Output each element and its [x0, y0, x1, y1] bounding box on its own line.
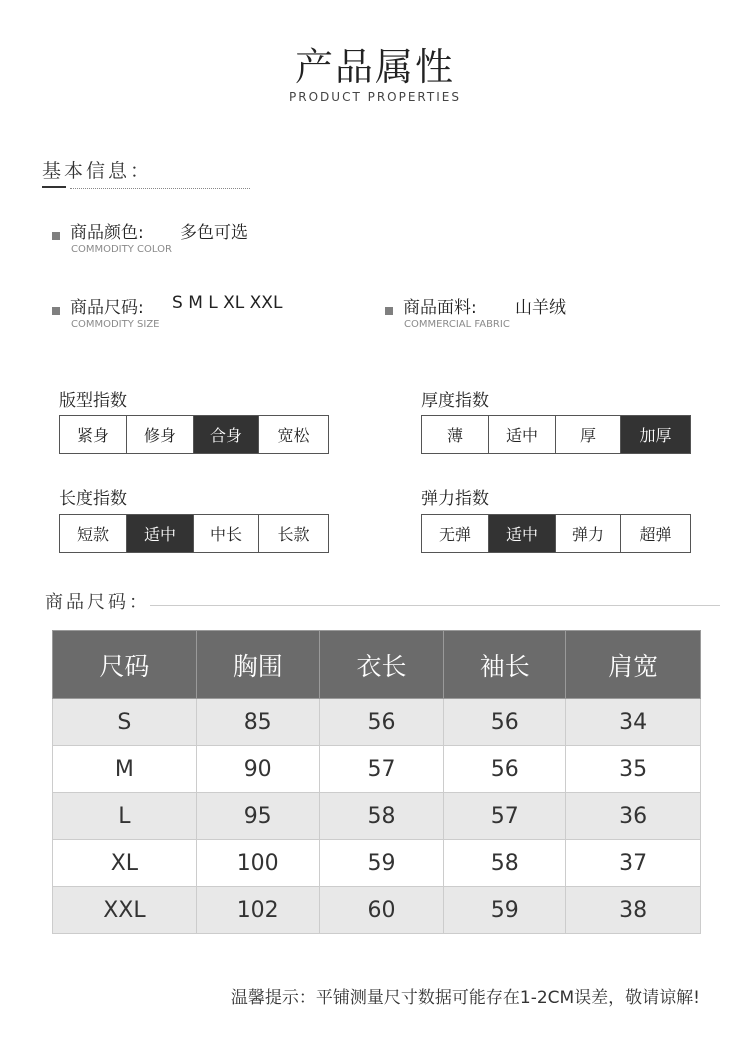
elasticity-index-option: 适中	[489, 515, 556, 552]
table-cell: 56	[444, 699, 566, 746]
table-cell: 34	[566, 699, 701, 746]
attr-value: 山羊绒	[515, 298, 566, 318]
square-bullet-icon	[52, 307, 60, 315]
size-chart-header-row	[53, 631, 701, 699]
table-cell: M	[53, 746, 197, 793]
fit-index-scale	[59, 415, 329, 454]
table-row	[53, 793, 701, 840]
table-cell: S	[53, 699, 197, 746]
elasticity-index-option: 超弹	[639, 525, 672, 544]
table-cell: 38	[566, 887, 701, 934]
basic-info-dotted-divider	[70, 188, 250, 189]
table-cell: 58	[444, 840, 566, 887]
attr-en-label: COMMODITY SIZE	[71, 319, 160, 330]
fit-index-option: 紧身	[60, 416, 127, 453]
fit-index-option: 合身	[194, 416, 259, 453]
thickness-index-option: 薄	[422, 416, 489, 453]
header-cell: 肩宽	[566, 631, 701, 699]
fit-index-option: 修身	[127, 416, 194, 453]
page-title: 产品属性	[294, 45, 455, 89]
size-chart-divider	[150, 605, 720, 606]
length-index-option: 长款	[277, 525, 310, 544]
table-cell: XXL	[53, 887, 197, 934]
table-cell: 56	[444, 746, 566, 793]
thickness-index-option: 厚	[556, 416, 621, 453]
size-chart-table	[52, 630, 701, 934]
table-cell: 85	[196, 699, 319, 746]
attr-value: 多色可选	[180, 223, 248, 243]
table-cell: 90	[196, 746, 319, 793]
header-cell: 袖长	[444, 631, 566, 699]
square-bullet-icon	[385, 307, 393, 315]
table-cell: 57	[319, 746, 444, 793]
table-cell: 59	[319, 840, 444, 887]
attr-label: 商品面料:	[403, 298, 477, 318]
header-cell: 衣长	[319, 631, 444, 699]
fit-index-title: 版型指数	[59, 391, 127, 411]
elasticity-index-option: 弹力	[556, 515, 621, 552]
table-row	[53, 840, 701, 887]
attr-en-label: COMMERCIAL FABRIC	[404, 319, 510, 330]
table-cell: 59	[444, 887, 566, 934]
length-index-option: 适中	[127, 515, 194, 552]
square-bullet-icon	[52, 232, 60, 240]
table-cell: 36	[566, 793, 701, 840]
attr-label: 商品尺码:	[70, 298, 144, 318]
table-cell: 102	[196, 887, 319, 934]
elasticity-index-scale	[421, 514, 691, 553]
table-cell: 56	[319, 699, 444, 746]
table-cell: 100	[196, 840, 319, 887]
attr-en-label: COMMODITY COLOR	[71, 244, 172, 255]
page-subtitle: PRODUCT PROPERTIES	[289, 90, 461, 104]
table-cell: 57	[444, 793, 566, 840]
table-cell: 58	[319, 793, 444, 840]
fit-index-option: 宽松	[277, 426, 310, 445]
table-row	[53, 887, 701, 934]
basic-info-heading: 基本信息：	[42, 160, 153, 182]
thickness-index-scale	[421, 415, 691, 454]
table-cell: 35	[566, 746, 701, 793]
table-cell: 60	[319, 887, 444, 934]
thickness-index-option: 适中	[489, 416, 556, 453]
elasticity-index-title: 弹力指数	[421, 489, 489, 509]
thickness-index-option: 加厚	[621, 416, 690, 453]
table-row	[53, 699, 701, 746]
length-index-scale	[59, 514, 329, 553]
basic-info-underline	[42, 186, 66, 188]
measurement-tip: 温馨提示：平铺测量尺寸数据可能存在1-2CM误差，敬请谅解!	[230, 988, 700, 1008]
length-index-option: 短款	[60, 515, 127, 552]
table-cell: 37	[566, 840, 701, 887]
attr-value: S M L XL XXL	[172, 293, 283, 313]
length-index-option: 中长	[194, 515, 259, 552]
elasticity-index-option: 无弹	[422, 515, 489, 552]
header-cell: 胸围	[196, 631, 319, 699]
table-cell: XL	[53, 840, 197, 887]
thickness-index-title: 厚度指数	[421, 391, 489, 411]
table-row	[53, 746, 701, 793]
table-cell: 95	[196, 793, 319, 840]
table-cell: L	[53, 793, 197, 840]
header-cell: 尺码	[53, 631, 197, 699]
attr-label: 商品颜色:	[70, 223, 144, 243]
length-index-title: 长度指数	[59, 489, 127, 509]
size-chart-heading: 商品尺码：	[45, 592, 150, 613]
